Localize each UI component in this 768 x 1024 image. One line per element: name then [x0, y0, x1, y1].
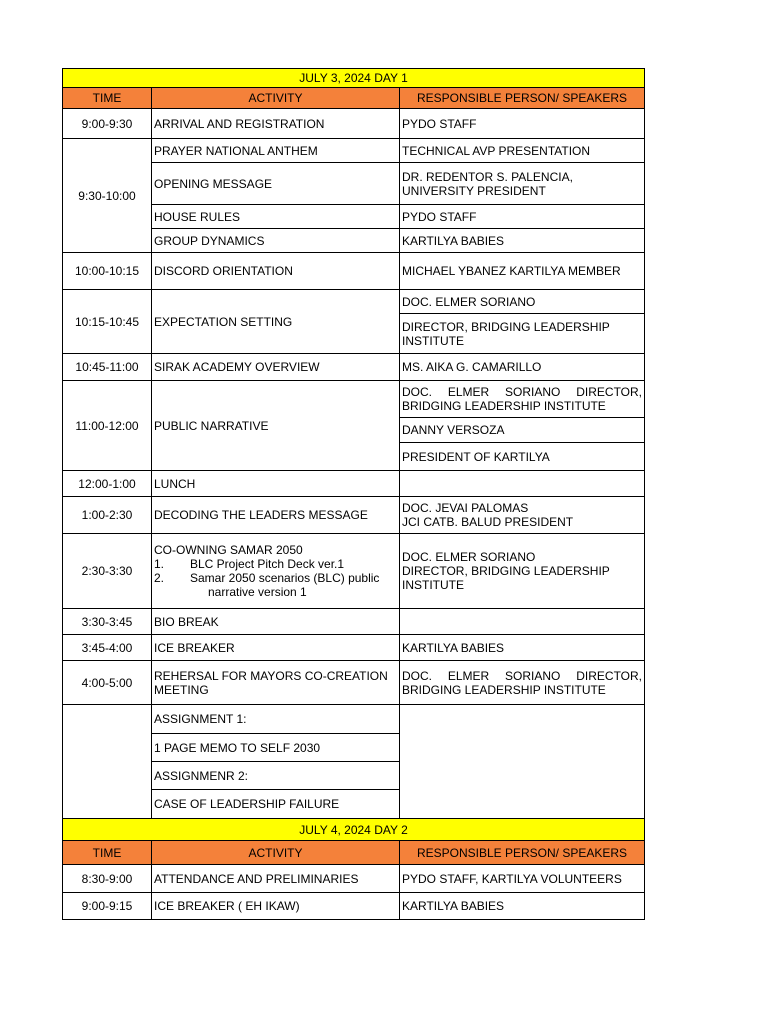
activity-cell: LUNCH — [152, 471, 400, 497]
day-header-row — [63, 819, 645, 841]
activity-cell: HOUSE RULES — [152, 205, 400, 229]
assignment-row — [63, 705, 645, 734]
time-cell: 10:45-11:00 — [63, 354, 152, 381]
activity-cell: ICE BREAKER ( EH IKAW) — [152, 893, 400, 920]
header-time: TIME — [63, 88, 152, 109]
time-cell: 4:00-5:00 — [63, 661, 152, 705]
activity-cell: SIRAK ACADEMY OVERVIEW — [152, 354, 400, 381]
time-cell: 1:00-2:30 — [63, 497, 152, 534]
activity-cell: PUBLIC NARRATIVE — [152, 381, 400, 471]
activity-cell: BIO BREAK — [152, 609, 400, 635]
time-cell: 12:00-1:00 — [63, 471, 152, 497]
schedule-row — [63, 139, 645, 163]
schedule-row — [63, 109, 645, 139]
activity-cell: DECODING THE LEADERS MESSAGE — [152, 497, 400, 534]
person-cell — [400, 497, 645, 534]
assignment-cell: 1 PAGE MEMO TO SELF 2030 — [152, 734, 400, 762]
schedule-row — [63, 381, 645, 418]
person-cell: TECHNICAL AVP PRESENTATION — [400, 139, 645, 163]
person-cell: DR. REDENTOR S. PALENCIA, UNIVERSITY PRESIDENT — [400, 163, 645, 205]
person-line: DOC. JEVAI PALOMAS — [402, 501, 529, 515]
item-text-continued: narrative version 1 — [208, 585, 307, 599]
schedule-row — [63, 497, 645, 534]
assignment-cell: ASSIGNMENR 2: — [152, 762, 400, 790]
item-number: 2. — [154, 571, 165, 585]
time-cell: 11:00-12:00 — [63, 381, 152, 471]
assignment-cell: CASE OF LEADERSHIP FAILURE — [152, 790, 400, 819]
person-cell: PYDO STAFF, KARTILYA VOLUNTEERS — [400, 865, 645, 893]
time-cell: 9:00-9:15 — [63, 893, 152, 920]
person-cell-empty — [400, 705, 645, 819]
person-line: JCI CATB. BALUD PRESIDENT — [402, 515, 574, 529]
assignment-cell: ASSIGNMENT 1: — [152, 705, 400, 734]
schedule-row — [63, 253, 645, 290]
schedule-row — [63, 865, 645, 893]
person-cell: PYDO STAFF — [400, 205, 645, 229]
person-cell: DOC. ELMER SORIANO DIRECTOR, BRIDGING LEADERSHIP INSTITUTE — [400, 661, 645, 705]
person-cell: MICHAEL YBANEZ KARTILYA MEMBER — [400, 253, 645, 290]
activity-cell: EXPECTATION SETTING — [152, 290, 400, 354]
time-cell: 9:30-10:00 — [63, 139, 152, 253]
item-text: BLC Project Pitch Deck ver.1 — [190, 557, 345, 571]
person-cell: DOC. ELMER SORIANO — [400, 290, 645, 314]
schedule-table — [62, 68, 645, 920]
header-person: RESPONSIBLE PERSON/ SPEAKERS — [400, 841, 645, 865]
header-time: TIME — [63, 841, 152, 865]
time-cell: 10:00-10:15 — [63, 253, 152, 290]
person-cell: MS. AIKA G. CAMARILLO — [400, 354, 645, 381]
person-cell: KARTILYA BABIES — [400, 635, 645, 661]
person-cell: KARTILYA BABIES — [400, 893, 645, 920]
time-cell-empty — [63, 705, 152, 819]
schedule-row — [63, 661, 645, 705]
time-cell: 8:30-9:00 — [63, 865, 152, 893]
activity-cell: REHERSAL FOR MAYORS CO-CREATION MEETING — [152, 661, 400, 705]
day-title: JULY 4, 2024 DAY 2 — [63, 819, 645, 841]
time-cell: 10:15-10:45 — [63, 290, 152, 354]
header-activity: ACTIVITY — [152, 88, 400, 109]
item-text: Samar 2050 scenarios (BLC) public — [190, 571, 380, 585]
header-person: RESPONSIBLE PERSON/ SPEAKERS — [400, 88, 645, 109]
person-cell — [400, 534, 645, 609]
person-cell: DOC. ELMER SORIANO DIRECTOR, BRIDGING LEADERSHIP INSTITUTE — [400, 381, 645, 418]
day-title: JULY 3, 2024 DAY 1 — [63, 69, 645, 88]
person-cell: PYDO STAFF — [400, 109, 645, 139]
person-cell: KARTILYA BABIES — [400, 229, 645, 253]
activity-item — [154, 557, 397, 571]
activity-cell: ICE BREAKER — [152, 635, 400, 661]
person-cell: DIRECTOR, BRIDGING LEADERSHIP INSTITUTE — [400, 314, 645, 354]
person-line: DIRECTOR, BRIDGING LEADERSHIP — [402, 564, 610, 578]
day-header-row — [63, 69, 645, 88]
activity-cell: DISCORD ORIENTATION — [152, 253, 400, 290]
item-number: 1. — [154, 557, 165, 571]
schedule-row — [63, 471, 645, 497]
person-cell: PRESIDENT OF KARTILYA — [400, 443, 645, 471]
activity-cell: GROUP DYNAMICS — [152, 229, 400, 253]
person-line: INSTITUTE — [402, 578, 464, 592]
header-activity: ACTIVITY — [152, 841, 400, 865]
time-cell: 9:00-9:30 — [63, 109, 152, 139]
person-line: DOC. ELMER SORIANO — [402, 550, 536, 564]
activity-cell: ATTENDANCE AND PRELIMINARIES — [152, 865, 400, 893]
schedule-row — [63, 635, 645, 661]
activity-item — [154, 571, 397, 599]
person-cell — [400, 609, 645, 635]
time-cell: 3:45-4:00 — [63, 635, 152, 661]
activity-cell: OPENING MESSAGE — [152, 163, 400, 205]
activity-item-list — [154, 557, 397, 599]
activity-title: CO-OWNING SAMAR 2050 — [154, 543, 303, 557]
column-header-row — [63, 88, 645, 109]
schedule-row — [63, 354, 645, 381]
activity-cell: ARRIVAL AND REGISTRATION — [152, 109, 400, 139]
schedule-row — [63, 893, 645, 920]
time-cell: 2:30-3:30 — [63, 534, 152, 609]
column-header-row — [63, 841, 645, 865]
schedule-row — [63, 534, 645, 609]
schedule-row — [63, 609, 645, 635]
time-cell: 3:30-3:45 — [63, 609, 152, 635]
activity-cell: PRAYER NATIONAL ANTHEM — [152, 139, 400, 163]
person-cell: DANNY VERSOZA — [400, 418, 645, 443]
activity-cell — [152, 534, 400, 609]
schedule-row — [63, 290, 645, 314]
person-cell — [400, 471, 645, 497]
